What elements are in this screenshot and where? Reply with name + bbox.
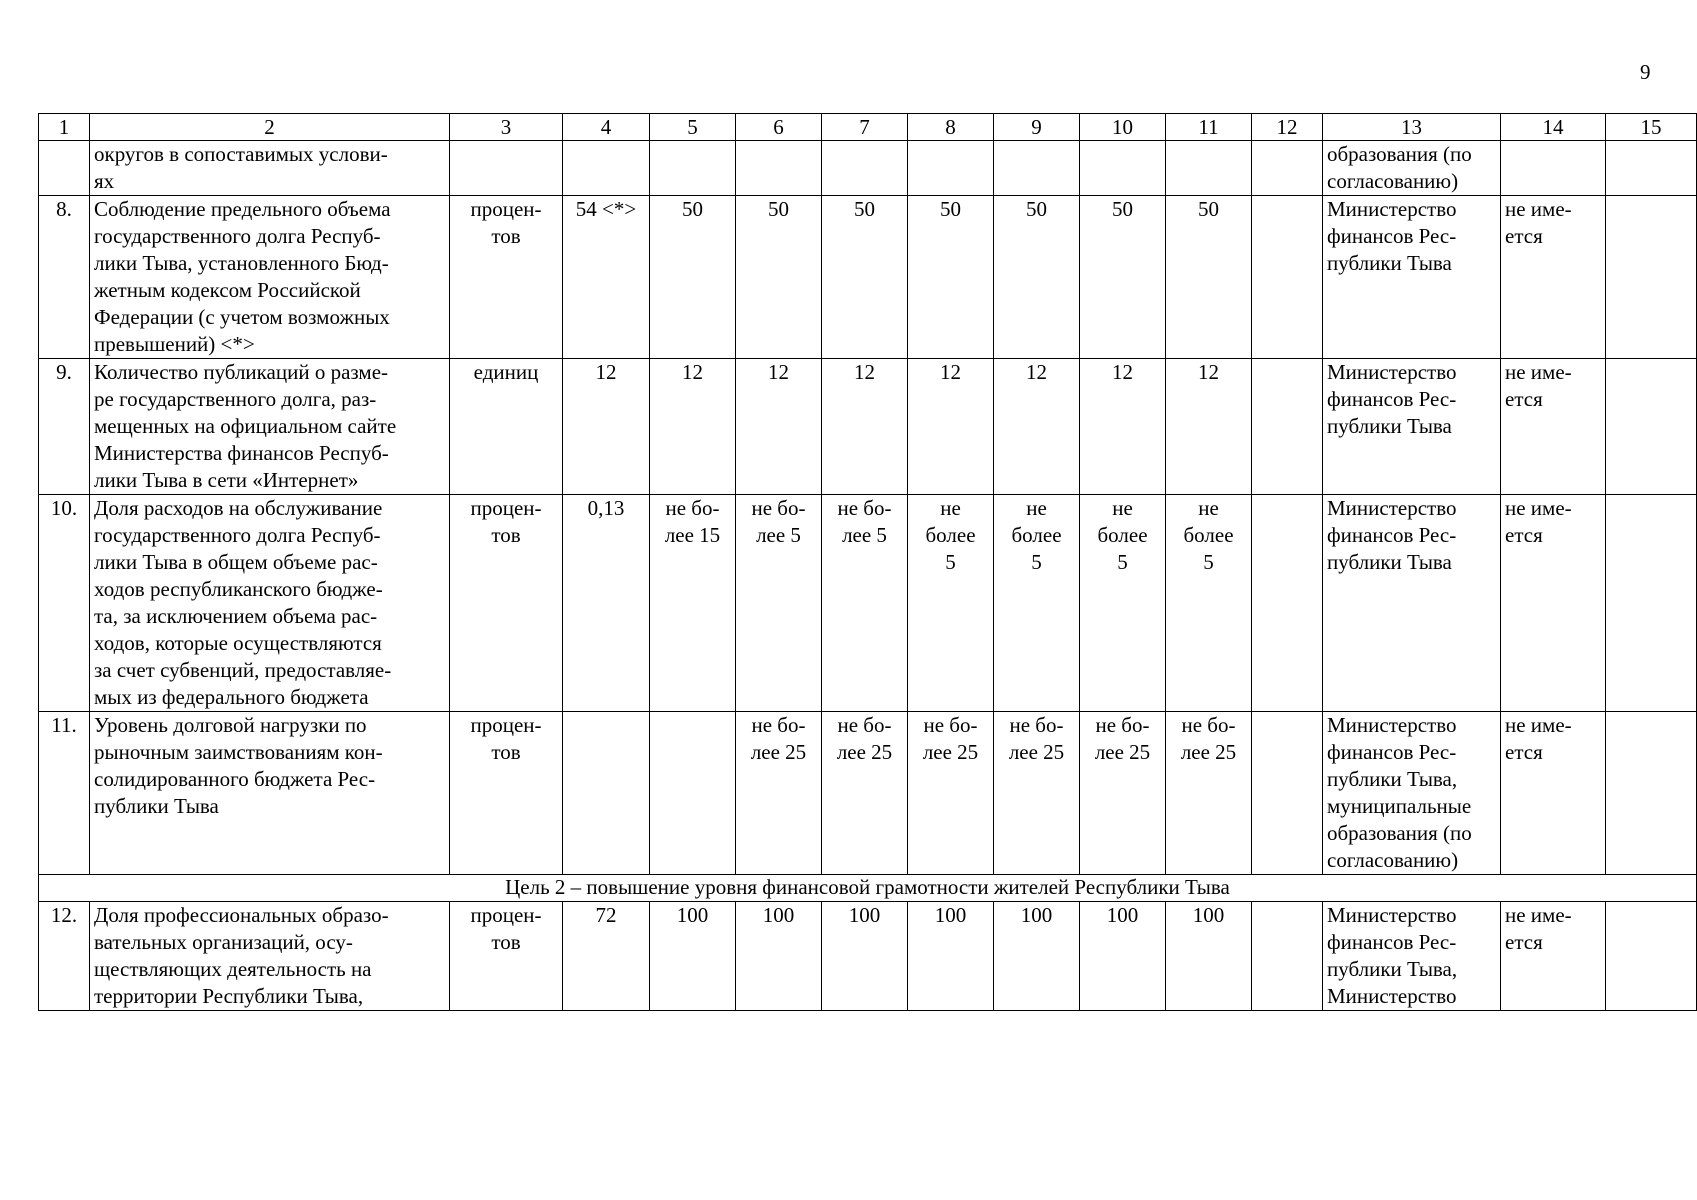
cell-col-10: не бо- лее 25 bbox=[1080, 712, 1166, 875]
cell-col-7: 12 bbox=[822, 359, 908, 495]
cell-col-1 bbox=[39, 141, 90, 196]
cell-col-4: 72 bbox=[563, 902, 650, 1011]
cell-col-8: 12 bbox=[908, 359, 994, 495]
cell-col-5 bbox=[650, 712, 736, 875]
column-number-6: 6 bbox=[736, 114, 822, 141]
cell-col-11: не более 5 bbox=[1166, 495, 1252, 712]
cell-col-8: 50 bbox=[908, 196, 994, 359]
cell-col-2: Уровень долговой нагрузки по рыночным заимствованиям кон- солидированного бюджета Рес- публики Тыва bbox=[90, 712, 450, 875]
table-row bbox=[39, 196, 1697, 359]
cell-col-4: 0,13 bbox=[563, 495, 650, 712]
cell-col-4: 12 bbox=[563, 359, 650, 495]
cell-col-8 bbox=[908, 141, 994, 196]
column-number-10: 10 bbox=[1080, 114, 1166, 141]
cell-col-7: не бо- лее 25 bbox=[822, 712, 908, 875]
cell-col-2: Доля расходов на обслуживание государственного долга Респуб- лики Тыва в общем объеме рас- ходов республиканского бюдже- та, за исключением объема рас- ходов, которые осуществляются за счет субвенций, предоставляе- мых из федерального бюджета bbox=[90, 495, 450, 712]
cell-col-5: не бо- лее 15 bbox=[650, 495, 736, 712]
cell-col-12 bbox=[1252, 902, 1323, 1011]
cell-col-1: 11. bbox=[39, 712, 90, 875]
column-number-8: 8 bbox=[908, 114, 994, 141]
goal-heading: Цель 2 – повышение уровня финансовой грамотности жителей Республики Тыва bbox=[39, 875, 1697, 902]
cell-col-15 bbox=[1606, 902, 1697, 1011]
cell-col-11: 100 bbox=[1166, 902, 1252, 1011]
cell-col-7: не бо- лее 5 bbox=[822, 495, 908, 712]
column-number-2: 2 bbox=[90, 114, 450, 141]
cell-col-10: 100 bbox=[1080, 902, 1166, 1011]
column-number-15: 15 bbox=[1606, 114, 1697, 141]
cell-col-13: Министерство финансов Рес- публики Тыва bbox=[1323, 196, 1501, 359]
column-number-4: 4 bbox=[563, 114, 650, 141]
table-row bbox=[39, 902, 1697, 1011]
cell-col-10: не более 5 bbox=[1080, 495, 1166, 712]
cell-col-6: 50 bbox=[736, 196, 822, 359]
cell-col-15 bbox=[1606, 495, 1697, 712]
cell-col-5: 50 bbox=[650, 196, 736, 359]
cell-col-14: не име- ется bbox=[1501, 359, 1606, 495]
cell-col-15 bbox=[1606, 712, 1697, 875]
cell-col-15 bbox=[1606, 196, 1697, 359]
cell-col-7 bbox=[822, 141, 908, 196]
cell-col-11: не бо- лее 25 bbox=[1166, 712, 1252, 875]
cell-col-2: округов в сопоставимых услови- ях bbox=[90, 141, 450, 196]
cell-col-7: 100 bbox=[822, 902, 908, 1011]
column-number-12: 12 bbox=[1252, 114, 1323, 141]
cell-col-6: не бо- лее 5 bbox=[736, 495, 822, 712]
cell-col-2: Доля профессиональных образо- вательных организаций, осу- ществляющих деятельность на территории Республики Тыва, bbox=[90, 902, 450, 1011]
cell-col-10: 12 bbox=[1080, 359, 1166, 495]
cell-col-3: процен- тов bbox=[450, 495, 563, 712]
cell-col-9: 100 bbox=[994, 902, 1080, 1011]
column-number-1: 1 bbox=[39, 114, 90, 141]
cell-col-12 bbox=[1252, 495, 1323, 712]
cell-col-8: не более 5 bbox=[908, 495, 994, 712]
page-number: 9 bbox=[1640, 60, 1651, 84]
cell-col-11: 12 bbox=[1166, 359, 1252, 495]
column-number-7: 7 bbox=[822, 114, 908, 141]
cell-col-10: 50 bbox=[1080, 196, 1166, 359]
cell-col-15 bbox=[1606, 141, 1697, 196]
table-row bbox=[39, 359, 1697, 495]
cell-col-9: 12 bbox=[994, 359, 1080, 495]
cell-col-14: не име- ется bbox=[1501, 495, 1606, 712]
column-number-11: 11 bbox=[1166, 114, 1252, 141]
cell-col-1: 10. bbox=[39, 495, 90, 712]
cell-col-5 bbox=[650, 141, 736, 196]
cell-col-9: не бо- лее 25 bbox=[994, 712, 1080, 875]
cell-col-14 bbox=[1501, 141, 1606, 196]
cell-col-14: не име- ется bbox=[1501, 712, 1606, 875]
cell-col-3: процен- тов bbox=[450, 712, 563, 875]
column-number-5: 5 bbox=[650, 114, 736, 141]
cell-col-8: не бо- лее 25 bbox=[908, 712, 994, 875]
cell-col-5: 12 bbox=[650, 359, 736, 495]
cell-col-6: 12 bbox=[736, 359, 822, 495]
cell-col-7: 50 bbox=[822, 196, 908, 359]
cell-col-2: Соблюдение предельного объема государственного долга Респуб- лики Тыва, установленного Бюд- жетным кодексом Российской Федерации (с учетом возможных превышений) <*> bbox=[90, 196, 450, 359]
cell-col-13: Министерство финансов Рес- публики Тыва, муниципальные образования (по согласованию) bbox=[1323, 712, 1501, 875]
cell-col-11 bbox=[1166, 141, 1252, 196]
cell-col-12 bbox=[1252, 196, 1323, 359]
column-number-14: 14 bbox=[1501, 114, 1606, 141]
cell-col-5: 100 bbox=[650, 902, 736, 1011]
cell-col-9 bbox=[994, 141, 1080, 196]
cell-col-2: Количество публикаций о разме- ре государственного долга, раз- мещенных на официальном сайте Министерства финансов Респуб- лики Тыва в сети «Интернет» bbox=[90, 359, 450, 495]
cell-col-6 bbox=[736, 141, 822, 196]
cell-col-6: не бо- лее 25 bbox=[736, 712, 822, 875]
cell-col-1: 12. bbox=[39, 902, 90, 1011]
column-number-9: 9 bbox=[994, 114, 1080, 141]
cell-col-3: процен- тов bbox=[450, 902, 563, 1011]
cell-col-8: 100 bbox=[908, 902, 994, 1011]
column-number-3: 3 bbox=[450, 114, 563, 141]
cell-col-1: 9. bbox=[39, 359, 90, 495]
cell-col-4 bbox=[563, 141, 650, 196]
cell-col-1: 8. bbox=[39, 196, 90, 359]
cell-col-11: 50 bbox=[1166, 196, 1252, 359]
cell-col-6: 100 bbox=[736, 902, 822, 1011]
cell-col-12 bbox=[1252, 359, 1323, 495]
table-row bbox=[39, 712, 1697, 875]
column-number-13: 13 bbox=[1323, 114, 1501, 141]
cell-col-14: не име- ется bbox=[1501, 902, 1606, 1011]
cell-col-13: Министерство финансов Рес- публики Тыва bbox=[1323, 359, 1501, 495]
indicators-table bbox=[38, 113, 1697, 1011]
table-row bbox=[39, 495, 1697, 712]
goal-row bbox=[39, 875, 1697, 902]
cell-col-15 bbox=[1606, 359, 1697, 495]
cell-col-3: процен- тов bbox=[450, 196, 563, 359]
cell-col-13: Министерство финансов Рес- публики Тыва, Министерство bbox=[1323, 902, 1501, 1011]
cell-col-13: Министерство финансов Рес- публики Тыва bbox=[1323, 495, 1501, 712]
header-row bbox=[39, 114, 1697, 141]
cell-col-12 bbox=[1252, 712, 1323, 875]
cell-col-13: образования (по согласованию) bbox=[1323, 141, 1501, 196]
cell-col-14: не име- ется bbox=[1501, 196, 1606, 359]
cell-col-9: не более 5 bbox=[994, 495, 1080, 712]
cell-col-10 bbox=[1080, 141, 1166, 196]
table-row bbox=[39, 141, 1697, 196]
cell-col-4: 54 <*> bbox=[563, 196, 650, 359]
cell-col-4 bbox=[563, 712, 650, 875]
cell-col-3 bbox=[450, 141, 563, 196]
cell-col-3: единиц bbox=[450, 359, 563, 495]
cell-col-12 bbox=[1252, 141, 1323, 196]
cell-col-9: 50 bbox=[994, 196, 1080, 359]
